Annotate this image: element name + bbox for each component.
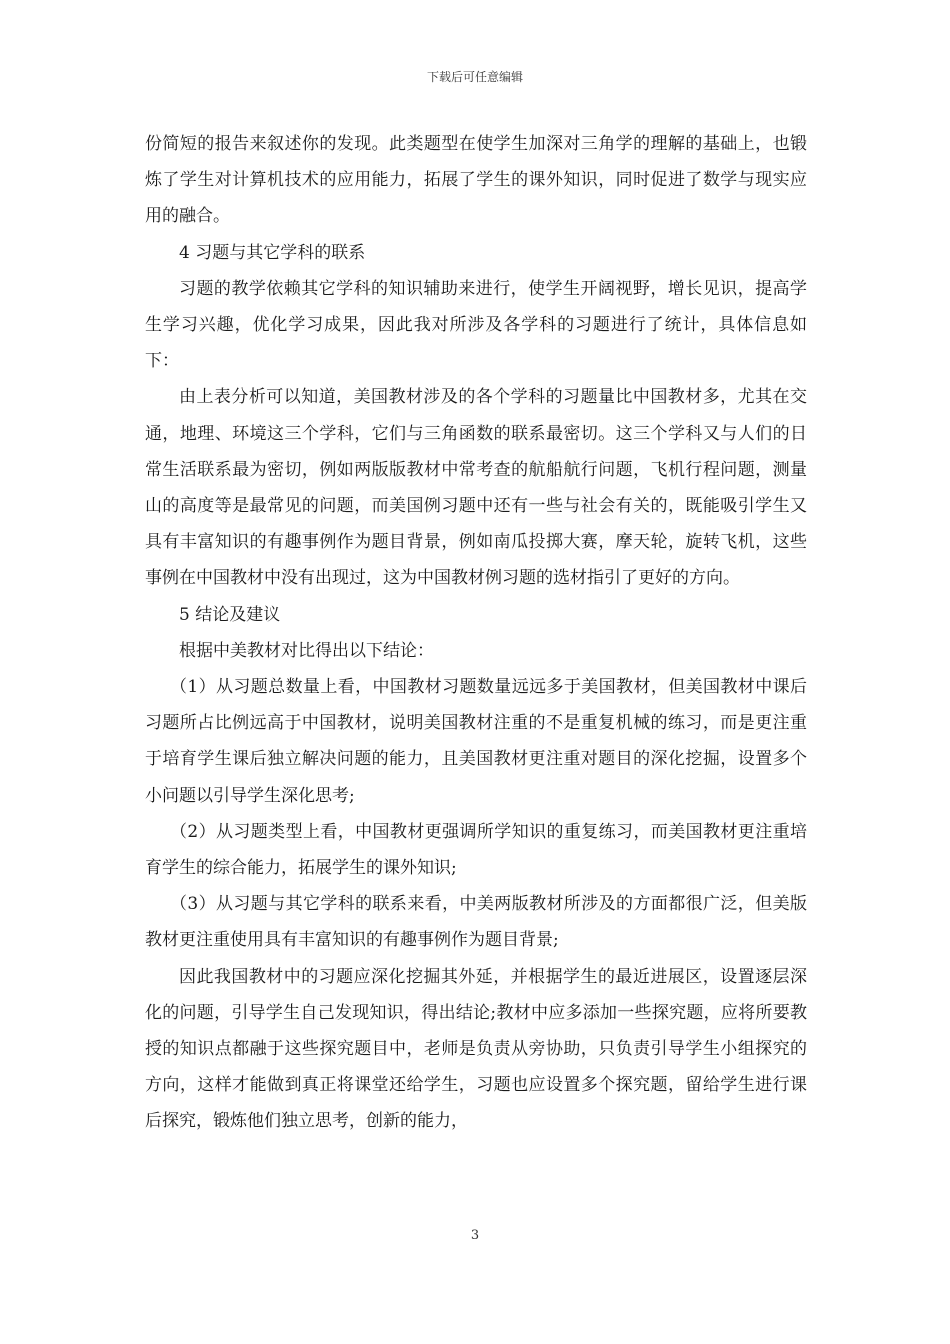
page-number: 3 (470, 1228, 480, 1243)
section-heading-4: 4 习题与其它学科的联系 (179, 242, 366, 263)
page-header: 下载后可任意编辑 (426, 70, 523, 84)
paragraph-subject-links: 习题的教学依赖其它学科的知识辅助来进行，使学生开阔视野，增长见识，提高学生学习兴趣，优化学习成果，因此我对所涉及各学科的习题进行了统计，具体信息如下： (145, 278, 807, 372)
section-heading-5: 5 结论及建议 (179, 604, 281, 625)
conclusion-item-1: （1）从习题总数量上看，中国教材习题数量远远多于美国教材，但美国教材中课后习题所占比例远高于中国教材，说明美国教材注重的不是重复机械的练习，而是更注重于培育学生课后独立解决问题的能力，且美国教材更注重对题目的深化挖掘，设置多个小问题以引导学生深化思考; (145, 677, 807, 806)
paragraph-conclusion-intro: 根据中美教材对比得出以下结论： (179, 640, 434, 661)
paragraph-report-summary: 份简短的报告来叙述你的发现。此类题型在使学生加深对三角学的理解的基础上，也锻炼了学生对计算机技术的应用能力，拓展了学生的课外知识，同时促进了数学与现实应用的融合。 (145, 134, 807, 227)
paragraph-recommendation: 因此我国教材中的习题应深化挖掘其外延，并根据学生的最近进展区，设置逐层深化的问题，引导学生自己发现知识，得出结论;教材中应多添加一些探究题，应将所要教授的知识点都融于这些探究题目中，老师是负责从旁协助，只负责引导学生小组探究的方向，这样才能做到真正将课堂还给学生，习题也应设置多个探究题，留给学生进行课后探究，锻炼他们独立思考，创新的能力， (145, 966, 807, 1132)
conclusion-item-2: （2）从习题类型上看，中国教材更强调所学知识的重复练习，而美国教材更注重培育学生的综合能力，拓展学生的课外知识; (145, 821, 807, 879)
document-body (145, 126, 807, 1140)
conclusion-item-3: （3）从习题与其它学科的联系来看，中美两版教材所涉及的方面都很广泛，但美版教材更注重使用具有丰富知识的有趣事例作为题目背景; (145, 894, 807, 951)
paragraph-table-analysis: 由上表分析可以知道，美国教材涉及的各个学科的习题量比中国教材多，尤其在交通，地理、环境这三个学科，它们与三角函数的联系最密切。这三个学科又与人们的日常生活联系最为密切，例如两版版教材中常考查的航船航行问题，飞机行程问题，测量山的高度等是最常见的问题，而美国例习题中还有一些与社会有关的，既能吸引学生又具有丰富知识的有趣事例作为题目背景，例如南瓜投掷大赛，摩天轮，旋转飞机，这些事例在中国教材中没有出现过，这为中国教材例习题的选材指引了更好的方向。 (145, 387, 807, 589)
